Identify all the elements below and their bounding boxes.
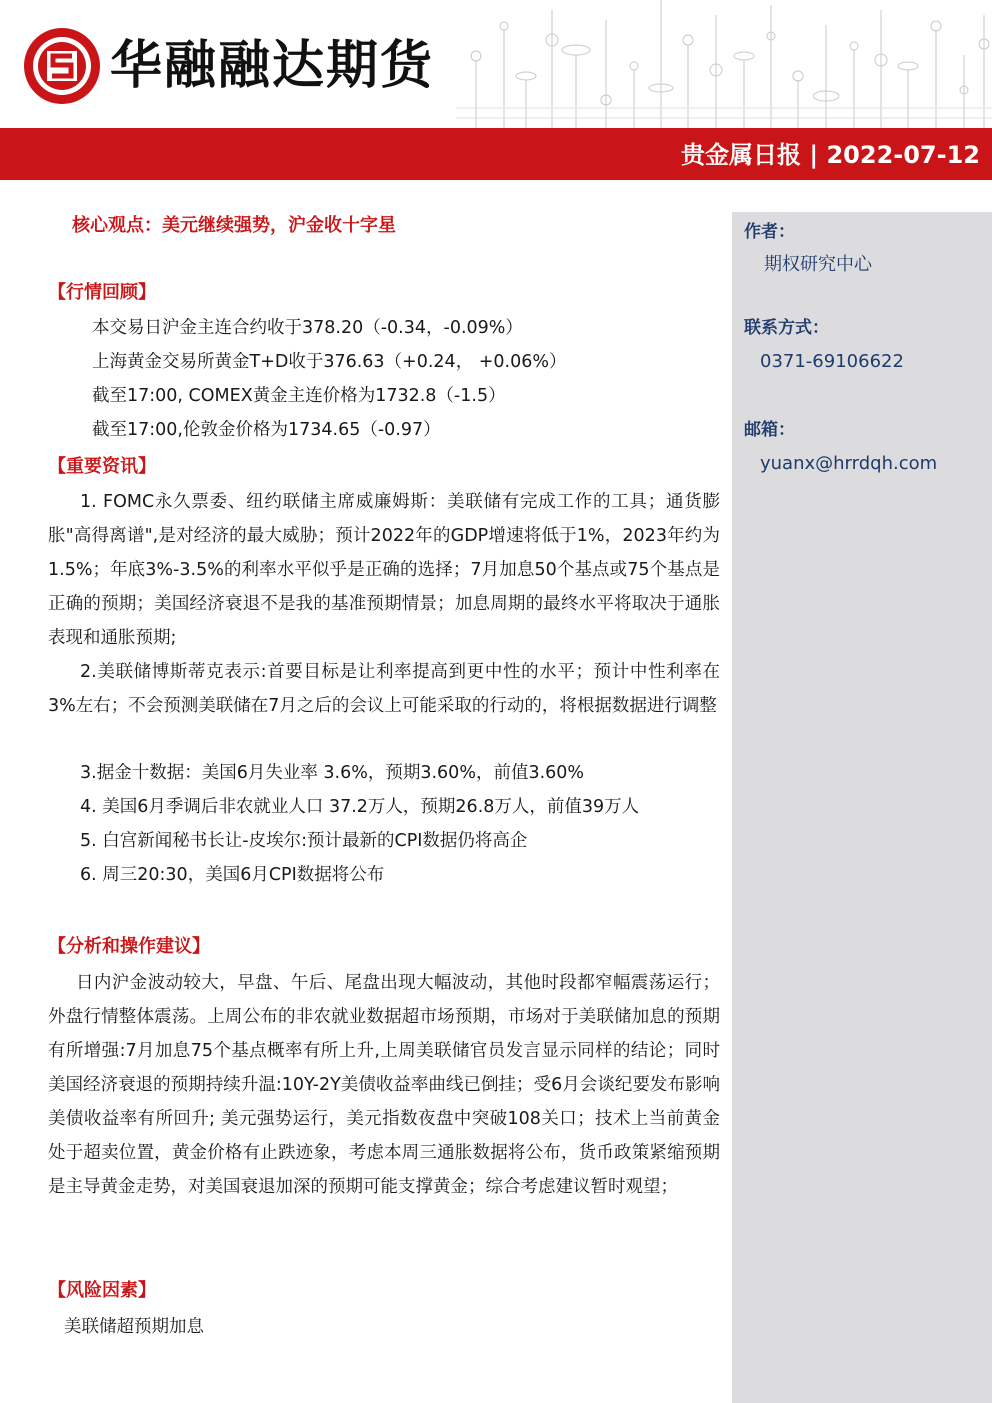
brand-name: 华融融达期货 [110,36,435,96]
email-label: 邮箱： [744,420,795,440]
core-view-headline: 核心观点：美元继续强势，沪金收十字星 [72,215,396,236]
news-item-3: 3.据金十数据：美国6月失业率 3.6%，预期3.60%，前值3.60% [80,763,585,783]
contact-value: 0371-69106622 [760,351,904,372]
header-decoration [456,0,992,128]
author-value: 期权研究中心 [764,254,872,275]
company-logo-icon [22,26,102,106]
risk-text: 美联储超预期加息 [64,1317,204,1337]
page-header [0,0,992,128]
report-title: 贵金属日报 | 2022-07-12 [681,141,980,169]
market-review-line: 截至17:00, COMEX黄金主连价格为1732.8（-1.5） [92,386,506,406]
news-item-4: 4. 美国6月季调后非农就业人口 37.2万人，预期26.8万人，前值39万人 [80,797,640,817]
news-item-6: 6. 周三20:30，美国6月CPI数据将公布 [80,865,385,885]
news-item-1: 1. FOMC永久票委、纽约联储主席威廉姆斯：美联储有完成工作的工具；通货膨胀"高得离谱",是对经济的最大威胁；预计2022年的GDP增速将低于1%，2023年约为1.5%；年底3%-3.5%的利率水平似乎是正确的选择；7月加息50个基点或75个基点是正确的预期；美国经济衰退不是我的基准预期情景；加息周期的最终水平将取决于通胀表现和通胀预期; [48,492,720,648]
market-review-line: 截至17:00,伦敦金价格为1734.65（-0.97） [92,420,441,440]
market-review-line: 上海黄金交易所黄金T+D收于376.63（+0.24， +0.06%） [92,352,567,372]
contact-label: 联系方式： [744,318,829,338]
market-review-line: 本交易日沪金主连合约收于378.20（-0.34，-0.09%） [92,318,523,338]
market-review-heading: 【行情回顾】 [48,282,156,303]
news-item-5: 5. 白宫新闻秘书长让-皮埃尔:预计最新的CPI数据仍将高企 [80,831,528,851]
analysis-text: 日内沪金波动较大，早盘、午后、尾盘出现大幅波动，其他时段都窄幅震荡运行；外盘行情整体震荡。上周公布的非农就业数据超市场预期，市场对于美联储加息的预期有所增强:7月加息75个基点概率有所上升,上周美联储官员发言显示同样的结论；同时美国经济衰退的预期持续升温:10Y-2Y美债收益率曲线已倒挂；受6月会谈纪要发布影响美债收益率有所回升; 美元强势运行，美元指数夜盘中突破108关口；技术上当前黄金处于超卖位置，黄金价格有止跌迹象，考虑本周三通胀数据将公布，货币政策紧缩预期是主导黄金走势，对美国衰退加深的预期可能支撑黄金；综合考虑建议暂时观望； [48,973,720,1197]
news-item-2: 2.美联储博斯蒂克表示:首要目标是让利率提高到更中性的水平；预计中性利率在3%左右；不会预测美联储在7月之后的会议上可能采取的行动的，将根据数据进行调整 [48,662,720,716]
analysis-heading: 【分析和操作建议】 [48,936,210,957]
email-link[interactable]: yuanx@hrrdqh.com [760,453,938,474]
news-heading: 【重要资讯】 [48,456,156,477]
author-label: 作者： [744,222,795,242]
author-sidebar [732,212,992,1403]
risk-heading: 【风险因素】 [48,1280,156,1301]
